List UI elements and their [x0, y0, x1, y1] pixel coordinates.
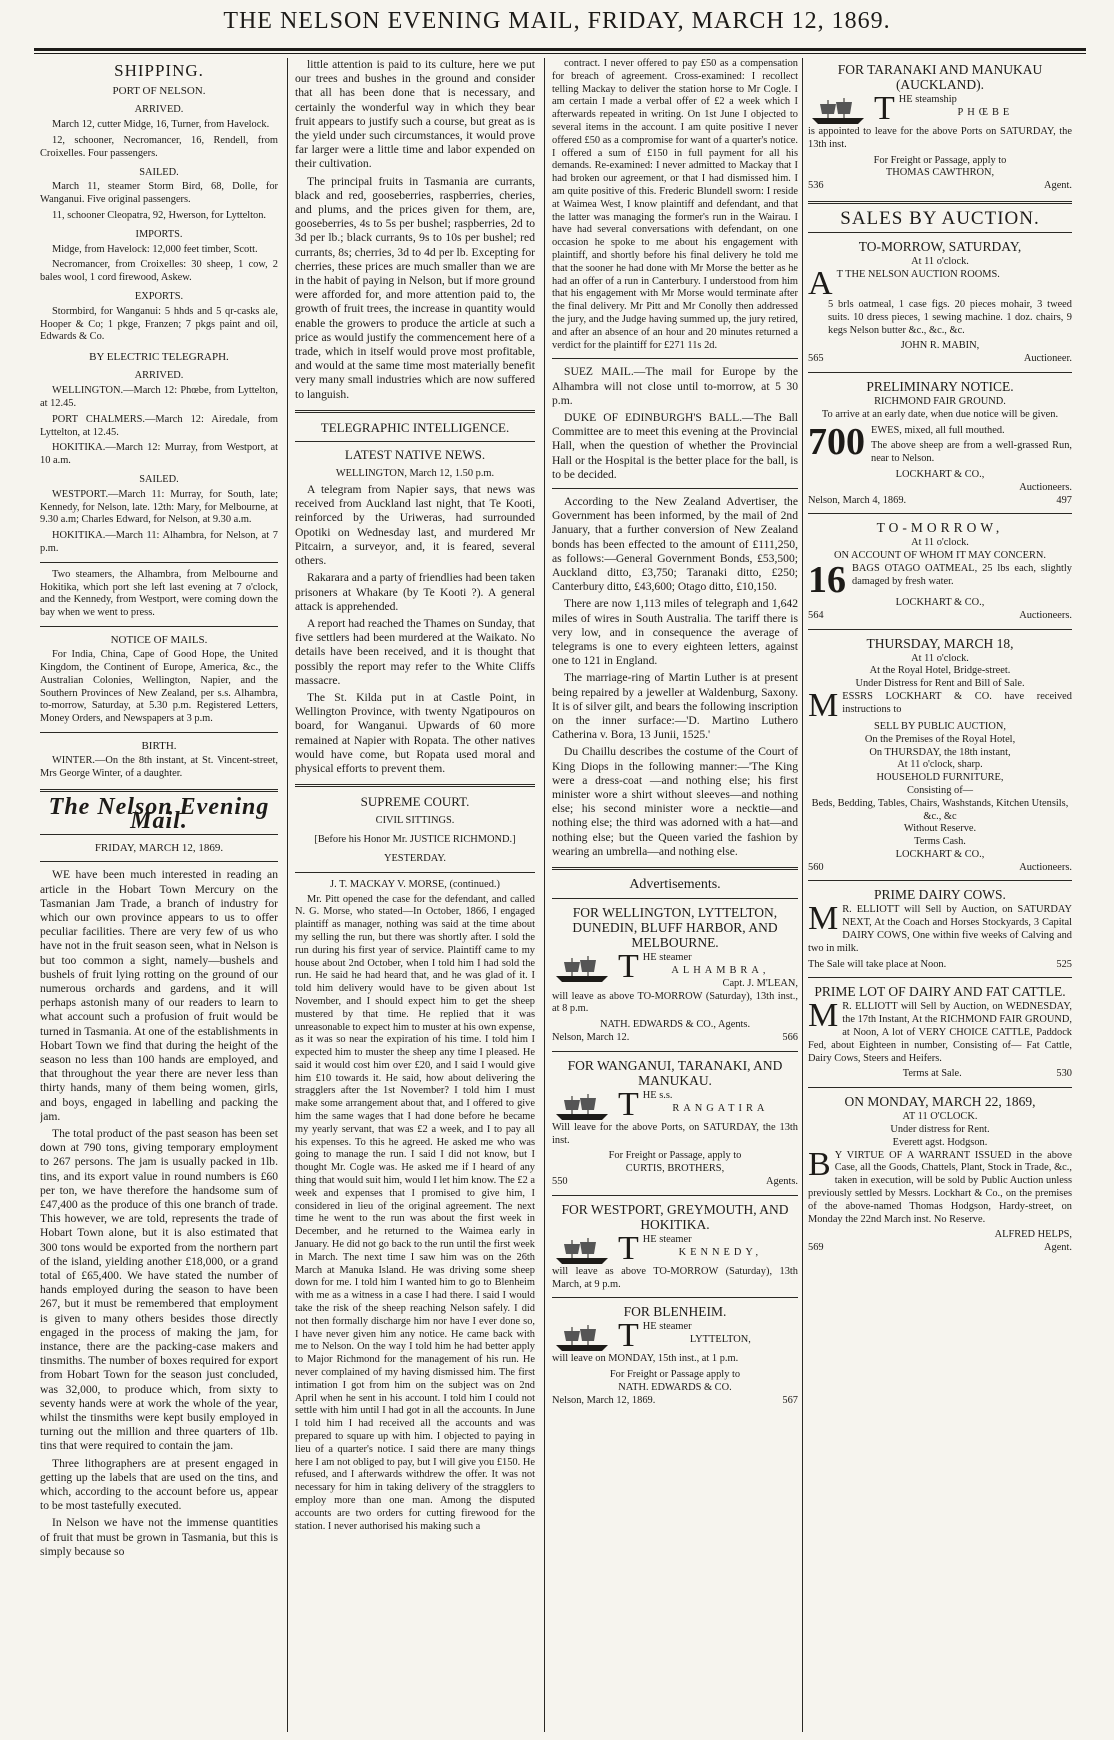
ad-freight: For Freight or Passage, apply to	[873, 154, 1007, 166]
drop-cap: M	[808, 900, 839, 938]
divider	[40, 562, 278, 563]
ad-rangatira	[552, 1085, 798, 1189]
case-title: J. T. MACKAY V. MORSE, (continued.)	[330, 878, 500, 890]
sale-text: R. ELLIOTT will Sell by Auction, on WEDNESDAY, the 17th Instant, At the RICHMOND FAIR GROUND, at Noon, A lot of VERY CHOICE CATTLE, Paddock Fed, about Eighteen in number, Consisting of— Fat Cattle, Dairy Cows, Steers and Heifers.	[808, 1001, 1072, 1064]
column-1	[40, 58, 278, 1732]
captain: Capt. J. M'LEAN,	[722, 977, 798, 989]
dateline: WELLINGTON, March 12, 1.50 p.m.	[335, 468, 495, 480]
mails-text: For India, China, Cape of Good Hope, the United Kingdom, the Continent of Europe, America, &c., the Australian Colonies, Wellington, Napier, and the Southern Provinces of New Zealand, per s.s. Alhambra, to-morrow, Saturday, at 5.30 p.m. Registered Letters, Money Orders, and Newspapers at 3 p.m.	[40, 649, 278, 725]
date-line: FRIDAY, MARCH 12, 1869.	[94, 842, 224, 855]
divider	[552, 488, 798, 489]
divider	[295, 872, 535, 873]
civil-heading: CIVIL SITTINGS.	[375, 815, 455, 827]
ship-icon	[552, 1236, 612, 1266]
drop-cap: T	[874, 90, 895, 127]
ad-rangatira-heading: FOR WANGANUI, TARANAKI, AND MANUKAU.	[567, 1057, 783, 1088]
native-news-paragraph: A report had reached the Thames on Sunday, that five settlers had been murdered at the Waikato. No details have been received, and it is thought that possibly the report may refer to the White Cliffs massacre.	[295, 616, 535, 687]
sale-3-heading: TO-MORROW,	[876, 520, 1004, 536]
ad-text: HE steamer	[642, 952, 692, 964]
sale-terms: Terms Cash.	[914, 836, 966, 848]
drop-cap: T	[618, 1085, 639, 1123]
sale-reserve: Without Reserve.	[903, 823, 977, 835]
port-heading: PORT OF NELSON.	[112, 85, 206, 98]
sale-1-heading: TO-MORROW, SATURDAY,	[858, 239, 1022, 255]
imports-heading: IMPORTS.	[135, 228, 183, 240]
divider	[552, 867, 798, 870]
exports-heading: EXPORTS.	[134, 290, 184, 302]
native-news-paragraph: A telegram from Napier says, that news was received from Auckland last night, that Te Kooti, reinforced by the Uriweras, had surrounded Opotiki on Wednesday last, and murdered Mr Pitcairn, a surveyor, and, it is feared, several others.	[295, 483, 535, 568]
court-heading: SUPREME COURT.	[360, 794, 470, 810]
ad-number: 530	[1056, 1068, 1072, 1080]
drop-cap: M	[808, 686, 839, 724]
agent: THOMAS CAWTHRON,	[885, 167, 995, 179]
luther-paragraph: The marriage-ring of Martin Luther is at present being repaired by a jeweller at Waldenburg, Saxony. It is of silver gilt, and bears the following inscription on the inner surface:—'D. Martino Luthero Catherina v. Bora, 13 Junii, 1525.'	[552, 671, 798, 742]
auctioneer-role: Auctioneers.	[1019, 609, 1072, 621]
ad-number: 569	[808, 1242, 824, 1254]
sale-2	[808, 396, 1072, 507]
ball-notice: DUKE OF EDINBURGH'S BALL.—The Ball Committee are to meet this evening at the Provincial Hall, when the question of whether the Provincial Hall or the Hospital is the better place for the ball, is to be decided.	[552, 410, 798, 481]
sale-6-heading: PRIME LOT OF DAIRY AND FAT CATTLE.	[814, 984, 1066, 1000]
drop-cap: T	[618, 1317, 639, 1355]
sale-text: BAGS OTAGO OATMEAL, 25 lbs each, slightly damaged by fresh water.	[852, 562, 1072, 587]
import-entry: Necromancer, from Croixelles: 30 sheep, 1 cow, 2 bales wool, 1 cord firewood, Askew.	[40, 259, 278, 284]
paper-title: The Nelson Evening Mail.	[48, 793, 270, 834]
agent: NATH. EDWARDS & CO., Agents.	[599, 1019, 751, 1031]
agent-role: Agent.	[1044, 180, 1072, 192]
divider	[552, 1297, 798, 1298]
sale-big-number: 700	[808, 420, 865, 463]
tel-arrival-entry: HOKITIKA.—March 12: Murray, from Westport, at 10 a.m.	[40, 442, 278, 467]
sale-text: Y VIRTUE OF A WARRANT ISSUED in the above Case, all the Goods, Chattels, Plant, Stock in Trade, &c., taken in execution, will be sold by Public Auction unless previously settled by Messrs. Lockhart & Co., on the premises of the above-named Thomas Hodgson, Hardy-street, on Monday the 22nd March inst. No Reserve.	[808, 1149, 1072, 1225]
ship-icon	[552, 954, 612, 984]
ad-text: HE steamer	[642, 1233, 692, 1245]
telegraph-heading: BY ELECTRIC TELEGRAPH.	[89, 351, 229, 364]
sale-7-heading: ON MONDAY, MARCH 22, 1869,	[844, 1094, 1036, 1110]
sale-place: RICHMOND FAIR GROUND.	[874, 395, 1006, 407]
ad-text: HE steamer	[642, 1321, 692, 1333]
divider	[552, 358, 798, 359]
sale-items: 5 brls oatmeal, 1 case figs. 20 pieces mohair, 3 tweed suits. 10 dress pieces, 1 sewing machine. 1 doz. chairs, 9 kegs Nelson butter &c., &c., &c.	[828, 298, 1072, 336]
steamer-name: RANGATIRA	[672, 1102, 769, 1114]
sale-on: On THURSDAY, the 18th instant,	[869, 746, 1011, 758]
column-rule-3	[802, 58, 803, 1732]
telegraph-paragraph: There are now 1,113 miles of telegraph and 1,642 miles of wires in South Australia. The tariff there is very low, and in consequence the average of telegrams is one to every eighteen letters, against one to 121 in England.	[552, 597, 798, 668]
divider	[808, 372, 1072, 373]
sale-3	[808, 537, 1072, 622]
ad-phoebe	[808, 90, 1072, 193]
column-2	[295, 58, 535, 1732]
drop-cap: T	[618, 1229, 639, 1267]
auctioneer: LOCKHART & CO.,	[895, 596, 985, 608]
sale-text: R. ELLIOTT will Sell by Auction, on SATURDAY NEXT, At the Coach and Horses Stockyards, 3 Capital DAIRY COWS, One within five weeks of Calving and two in milk.	[808, 904, 1072, 954]
ship-icon	[552, 1092, 612, 1122]
sale-text: ESSRS LOCKHART & CO. have received instructions to	[842, 690, 1072, 715]
masthead: THE NELSON EVENING MAIL, FRIDAY, MARCH 12, 1869.	[223, 8, 891, 34]
sale-consisting: Consisting of—	[906, 784, 974, 796]
bonds-paragraph: According to the New Zealand Advertiser, the Government has been informed, by the mail of 2nd January, that a further conversion of New Zealand bonds has been effected to the amount of £111,250, as follows:—General Government Bonds, £53,500; Auckland ditto, £3,750; Taranaki ditto, £250; Canterbury ditto, £43,600; Otago ditto, £10,150.	[552, 494, 798, 594]
divider	[40, 861, 278, 862]
ad-text: will leave on MONDAY, 15th inst., at 1 p.m.	[552, 1353, 739, 1365]
arrival-entry: March 12, cutter Midge, 16, Turner, from Havelock.	[52, 119, 270, 131]
sale-time: At 11 o'clock.	[911, 537, 969, 549]
ship-icon	[552, 1323, 612, 1353]
agent: ALFRED HELPS,	[994, 1229, 1072, 1241]
sale-distress: Under distress for Rent.	[890, 1124, 990, 1136]
divider	[295, 441, 535, 442]
divider	[808, 629, 1072, 630]
sale-parties: Everett agst. Hodgson.	[892, 1136, 988, 1148]
drop-cap: M	[808, 997, 839, 1035]
auctioneer: LOCKHART & CO.,	[895, 848, 985, 860]
divider	[808, 232, 1072, 233]
native-news-paragraph: Rakarara and a party of friendlies had been taken prisoners at Whakare (by Te Kooti ?). A general attack is apprehended.	[295, 571, 535, 613]
ad-number: 564	[808, 609, 824, 621]
ad-text: Will leave for the above Ports, on SATURDAY, the 13th inst.	[552, 1121, 798, 1146]
ad-alhambra-heading: FOR WELLINGTON, LYTTELTON, DUNEDIN, BLUFF HARBOR, AND MELBOURNE.	[572, 905, 778, 951]
divider	[295, 784, 535, 787]
sale-items: Beds, Bedding, Tables, Chairs, Washstands, Kitchen Utensils, &c., &c	[811, 797, 1069, 822]
sale-big-number: 16	[808, 558, 846, 601]
ad-text: HE s.s.	[642, 1089, 673, 1101]
drop-cap: T	[618, 948, 639, 986]
ad-freight: For Freight or Passage, apply to	[608, 1150, 742, 1162]
sale-place: At the Royal Hotel, Bridge-street.	[869, 665, 1011, 677]
court-continued: contract. I never offered to pay £50 as a compensation for breach of agreement. Cross-examined: I recollect telling Mackay to deliver the station horse to Mr Cogle. I am certain I made a verbal offer of £2 a week which I afterwards repeated in writing. On 1st June I objected to several items in the account. I am quite positive I never offered £50 as a compromise for want of a quarter's notice. I offered a sum of £150 in full payment for all his demands. Re-examined: I never admitted to Mackay that I had broken our agreement, or that I had dismissed him. I am quite positive of this. Frederic Blundell sworn: I reside at Waimea West, I know plaintiff and defendant, and that the latter was managing the former's run in the Wairau. I have had several conversations with defendant, on one occasion he spoke to me about his engagement with plaintiff, and shortly before his final delivery he told me that the sooner he had done with Mr Morse the better as he had an offer of a run in Canterbury. I understood from him that his engagement with Mr Morse would terminate after the final delivery. Mr Pitt and Mr Conolly then addressed the jury, and the Judge having summed up, the jury retired, and after an absence of an hour and 20 minutes returned a verdict for the plaintiff for £271 11s 2d.	[552, 58, 798, 351]
ad-date: Nelson, March 4, 1869.	[808, 494, 907, 506]
divider	[295, 410, 535, 413]
ship-icon	[808, 96, 868, 126]
sale-7	[808, 1111, 1072, 1255]
steamer-name: ALHAMBRA,	[671, 965, 770, 977]
ad-lyttelton-heading: FOR BLENHEIM.	[623, 1304, 727, 1320]
sale-sell: SELL BY PUBLIC AUCTION,	[873, 720, 1006, 732]
auctioneer-role: Auctioneers.	[1019, 861, 1072, 873]
sale-4-heading: THURSDAY, MARCH 18,	[866, 635, 1014, 651]
ad-number: 566	[782, 1032, 798, 1044]
steamers-note: Two steamers, the Alhambra, from Melbourne and Hokitika, which port she left last evening at 7 o'clock, and the Kennedy, from Westport, were coming down the bay when we went to press.	[40, 568, 278, 619]
leader-continued: The principal fruits in Tasmania are currants, black and red, gooseberries, raspberries, cheries, and plums, and the prices given for them, are, gooseberries, 4s to 5s per bushel; raspberries, 2d to 3d per lb.; black currants, 9s to 10s per bushel; red currants, 8s; cherries, 3d to 4d per lb. Excepting for cherries, these prices are much smaller than we are in the habit of paying in Nelson, but if more ground were afforded for, and more attention paid to, the growth of fruit trees, the increase in quantity would enable the growers to produce the article at such a price as would justify the commencement here of a trade, which in itself would prove most profitable, and would at the same time most materially benefit very many small industries which are now suffered to languish.	[295, 174, 535, 401]
sailing-entry: 11, schooner Cleopatra, 92, Hwerson, for Lyttelton.	[52, 209, 267, 221]
leader-paragraph: The total product of the past season has been set down at 790 tons, giving temporary employment to 267 persons. The jam is usually packed in 1lb. tins, and its export value in round numbers is £60 per ton, we have therefore the handsome sum of £47,400 as the produce of this one branch of trade. This however, we are told, represents the trade of Hobart Town alone, but it is also estimated that 300 tons would be exported from the northern part of the island, yielding another £18,000, or a grand total of £65,400. We have stated the number of hands employed during the season to have been 267, but it must be remembered that employment is given to many others besides those directly engaged in the process of making the jam, for instance, there are the packing-case makers and tinsmiths. The number of boxes required for export from Hobart Town for the season just concluded, was 32,000, to produce which, from sixty to seventy hands were at work the whole of the year, whilst the tinsmiths were kept busily employed in turning out the million and three quarters of 1lb. tins that were required to contain the jam.	[40, 1126, 278, 1453]
column-rule-1	[287, 58, 288, 1732]
suez-mail: SUEZ MAIL.—The mail for Europe by the Alhambra will not close until to-morrow, at 5 30 p.m.	[552, 365, 798, 407]
ad-text: will leave as above TO-MORROW (Saturday), 13th inst., at 8 p.m.	[552, 990, 798, 1015]
ad-text: is appointed to leave for the above Ports on SATURDAY, the 13th inst.	[808, 126, 1072, 150]
sale-account: ON ACCOUNT OF WHOM IT MAY CONCERN.	[834, 550, 1046, 562]
divider	[40, 626, 278, 627]
ad-number: 536	[808, 180, 824, 192]
native-news-heading: LATEST NATIVE NEWS.	[344, 447, 486, 463]
sale-6	[808, 997, 1072, 1081]
sale-5-heading: PRIME DAIRY COWS.	[874, 887, 1006, 903]
auctioneer: JOHN R. MABIN,	[900, 340, 980, 352]
ad-number: 567	[782, 1394, 798, 1406]
divider	[552, 1051, 798, 1052]
tel-arrived-heading: ARRIVED.	[134, 370, 184, 382]
steamer-name: KENNEDY,	[678, 1246, 763, 1258]
mails-heading: NOTICE OF MAILS.	[110, 633, 208, 646]
sale-distress: Under Distress for Rent and Bill of Sale.	[855, 678, 1025, 690]
sale-time: At 11 o'clock.	[911, 652, 969, 664]
tel-sailing-entry: HOKITIKA.—March 11: Alhambra, for Nelson, at 7 p.m.	[40, 530, 278, 554]
ad-kennedy-heading: FOR WESTPORT, GREYMOUTH, AND HOKITIKA.	[561, 1201, 789, 1232]
court-text: Mr. Pitt opened the case for the defendant, and called N. G. Morse, who stated—In October, 1866, I engaged plaintiff as manager, nothing was said at the time about my selling the run, but there was shortly after. I sold the run during his first year of service. Plaintiff came to my house about 2nd October, when I told him I had sold the run. He said he had heard that, and he was glad of it. I told him delivery would have to be given about 1st November, and I should expect him to get the sheep mustered by that time. He replied that it was unreasonable to expect him to muster at his own expense, as it was so near the expiration of his time. I told him I expected him to muster the sheep any time I pleased. He said it would cost him over £20, and I said I would give him £10 towards it. He said, how about delivering the stragglers after the 1st November? I told him I must make some arrangement about that, and I offered to give him the same wages that I had done before he became my yearly servant, that was £2 a week, and I to pay all his expenses. To this he agreed. He asked me who was going to manage the run. I said I did not know, but I thought Mr. Cogle was. He asked me if I heard of any thing that would suit him, would I let him know. The £2 a week and expenses that I promised to give him, I considered in lieu of the original agreement. The next time he went to the run was about the first week in December, and he returned to the Waimea early in January. He did not go back to the run until the first week in March. The next time I saw him was on the 26th March at Manuka Island. He was driving some sheep down for me. I told him I wanted him to go to Blenheim with me as a witness in a case I had there. I said I would take the risk of the sheep reaching Nelson safely. I did not then formally discharge him nor have I ever done so, I have never given him any notice. He came back with me to Nelson. On the way I told him he had better apply to Major Richmond for the management of his run. He never complained of my having dismissed him. The first intimation I got from him on the subject was on 2nd April when he sent in his account. I told him I could not settle with him until I had got in all the accounts. In June I told him I had received all the accounts and was prepared to square up with him. I objected to paying in lieu of a quarter's notice. I said there are many things here I am not obliged to pay, but I will give you £150. He refused, and I afterwards withdrew the offer. It was not necessary for him in taking delivery of the stragglers to employ more than one man. Among the disputed accounts are two orders for cutting firewood for the station. I never authorised his making such a	[295, 893, 535, 1532]
divider	[808, 1087, 1072, 1088]
column-4	[808, 58, 1072, 1732]
drop-cap: B	[808, 1145, 831, 1183]
sale-terms: Terms at Sale.	[902, 1068, 962, 1080]
before-line: [Before his Honor Mr. JUSTICE RICHMOND.]	[314, 834, 516, 846]
divider	[552, 898, 798, 899]
sale-text: To arrive at an early date, when due notice will be given.	[821, 408, 1059, 420]
auctioneer: LOCKHART & CO.,	[895, 468, 985, 480]
sale-desc: The above sheep are from a well-grassed Run, near to Nelson.	[871, 440, 1072, 465]
divider	[40, 732, 278, 733]
drop-cap: A	[808, 264, 833, 302]
divider	[808, 880, 1072, 881]
tel-sailed-heading: SAILED.	[139, 473, 179, 485]
divider	[40, 789, 278, 792]
steamer-name: LYTTELTON,	[689, 1334, 751, 1346]
divider	[552, 1195, 798, 1196]
divider	[808, 977, 1072, 978]
agent: NATH. EDWARDS & CO.	[618, 1381, 732, 1393]
tel-sailing-entry: WESTPORT.—March 11: Murray, for South, late; Kennedy, for Nelson, late. 12th: Mary, for Melbourne, at 9.30 a.m; Charles Edward, for Nelson, at 9.30 a.m.	[40, 488, 278, 526]
chaillu-paragraph: Du Chaillu describes the costume of the Court of King Diops in the following manner:—'The King were a dress-coat —and nothing else; his first minister wore a shirt without sleeves—and nothing else; his second minister wore a necktie—and nothing else; the third was adorned with a hat—and nothing else; but the Queen varied the fashion by wearing an umbrella—and nothing else.	[552, 745, 798, 858]
ad-freight: For Freight or Passage apply to	[609, 1369, 741, 1381]
yesterday-line: YESTERDAY.	[383, 852, 447, 864]
leader-paragraph: Three lithographers are at present engaged in getting up the labels that are used on the tins, and which, according to the account before us, appear to be most tastefully executed.	[40, 1456, 278, 1513]
ad-date: Nelson, March 12.	[552, 1032, 630, 1044]
birth-text: WINTER.—On the 8th instant, at St. Vincent-street, Mrs George Winter, of a daughter.	[40, 755, 278, 779]
masthead-rule	[34, 48, 1086, 51]
ad-kennedy	[552, 1229, 798, 1292]
masthead-rule-thin	[34, 53, 1086, 54]
leader-paragraph: In Nelson we have not the immense quantities of fruit that must be grown in Tasmania, but this is simply because so	[40, 1516, 278, 1558]
arrival-entry: 12, schooner, Necromancer, 16, Rendell, from Croixelles. Four passengers.	[40, 135, 278, 159]
ad-number: 497	[1056, 494, 1072, 506]
column-3	[552, 58, 798, 1732]
agent-role: Agents.	[765, 1176, 798, 1187]
ad-alhambra	[552, 948, 798, 1045]
leader-paragraph: WE have been much interested in reading an article in the Hobart Town Mercury on the Tasmanian Jam Trade, a branch of industry for which our own province appears to us to offer peculiar facilities. There are very few of us who have not in the fruit season seen, what in Nelson is but too common a sight, namely—bushels and bushels of fruit lying rotting on the ground of our numerous orchards and gardens, and it will perhaps astonish many of our readers to learn to what account such a profusion of fruit would be turned in Tasmania. At one of the establishments in Hobart Town we find that during the height of the season no less than 100 hands are employed, and that throughout the year there are never less than thirty hands, many of them being women, girls, and boys, engaged in labelling and packing the jam.	[40, 868, 278, 1123]
export-entry: Stormbird, for Wanganui: 5 hhds and 5 qr-casks ale, Hooper & Co; 1 pkge, Franzen; 7 pkgs paint and oil, Edwards & Co.	[40, 305, 278, 343]
auctioneer-role: Auctioneer.	[1023, 353, 1072, 365]
column-rule-2	[544, 58, 545, 1732]
sale-furniture: HOUSEHOLD FURNITURE,	[876, 772, 1004, 784]
ad-text: HE steamship	[898, 94, 957, 105]
sale-place: T THE NELSON AUCTION ROOMS.	[836, 268, 1000, 280]
sale-time: At 11 o'clock, sharp.	[897, 759, 983, 771]
ad-phoebe-heading: FOR TARANAKI AND MANUKAU (AUCKLAND).	[837, 62, 1043, 92]
sale-4	[808, 653, 1072, 875]
sales-heading: SALES BY AUCTION.	[840, 207, 1040, 229]
import-entry: Midge, from Havelock: 12,000 feet timber, Scott.	[52, 243, 258, 255]
divider	[40, 834, 278, 835]
sale-noon: The Sale will take place at Noon.	[808, 958, 947, 970]
sale-1	[808, 256, 1072, 366]
native-news-paragraph: The St. Kilda put in at Castle Point, in Wellington Province, with twenty Ngatipouros on board, for Wanganui. Upwards of 60 more remained at Napier with Ropata. The other natives would have come, but Ropata used moral and physical efforts to prevent them.	[295, 690, 535, 775]
sailed-heading: SAILED.	[139, 166, 179, 178]
sale-time: At 11 o'clock.	[911, 256, 969, 268]
ad-number: 550	[552, 1176, 568, 1187]
ad-text: will leave as above TO-MORROW (Saturday), 13th March, at 9 p.m.	[552, 1265, 798, 1290]
ad-number: 560	[808, 861, 824, 873]
advertisements-heading: Advertisements.	[629, 877, 721, 893]
auctioneer-role: Auctioneers.	[1019, 481, 1072, 493]
sale-5	[808, 900, 1072, 971]
ad-number: 565	[808, 353, 824, 365]
leader-continued: little attention is paid to its culture, here we put our trees and bushes in the ground and consider that all has been done that is necessary, and certainly the wonderful way in which they bear fruit appears to justify such a course, but great as is the yield under such circumstances, it would prove far larger were a little time and labor expended on their cultivation.	[295, 58, 535, 171]
sale-ewes: EWES, mixed, all full mouthed.	[871, 424, 1005, 436]
divider	[808, 201, 1072, 204]
tel-arrival-entry: WELLINGTON.—March 12: Phœbe, from Lyttelton, at 12.45.	[40, 385, 278, 409]
telegraphic-heading: TELEGRAPHIC INTELLIGENCE.	[320, 419, 510, 435]
birth-heading: BIRTH.	[141, 739, 177, 752]
arrived-heading: ARRIVED.	[134, 104, 184, 116]
steamer-name: PHŒBE	[957, 106, 1014, 118]
shipping-heading: SHIPPING.	[114, 61, 204, 80]
agent: CURTIS, BROTHERS,	[625, 1163, 725, 1175]
sale-premises: On the Premises of the Royal Hotel,	[864, 733, 1016, 745]
ad-number: 525	[1056, 958, 1072, 970]
divider	[808, 513, 1072, 514]
sale-2-heading: PRELIMINARY NOTICE.	[866, 378, 1014, 394]
sailing-entry: March 11, steamer Storm Bird, 68, Dolle, for Wanganui. Five original passengers.	[40, 181, 278, 206]
tel-arrival-entry: PORT CHALMERS.—March 12: Airedale, from Lyttelton, at 12.45.	[40, 413, 278, 438]
ad-date: Nelson, March 12, 1869.	[552, 1394, 656, 1406]
sale-time: AT 11 O'CLOCK.	[902, 1111, 978, 1123]
agent-role: Agent.	[1044, 1242, 1072, 1254]
ad-lyttelton	[552, 1317, 798, 1407]
